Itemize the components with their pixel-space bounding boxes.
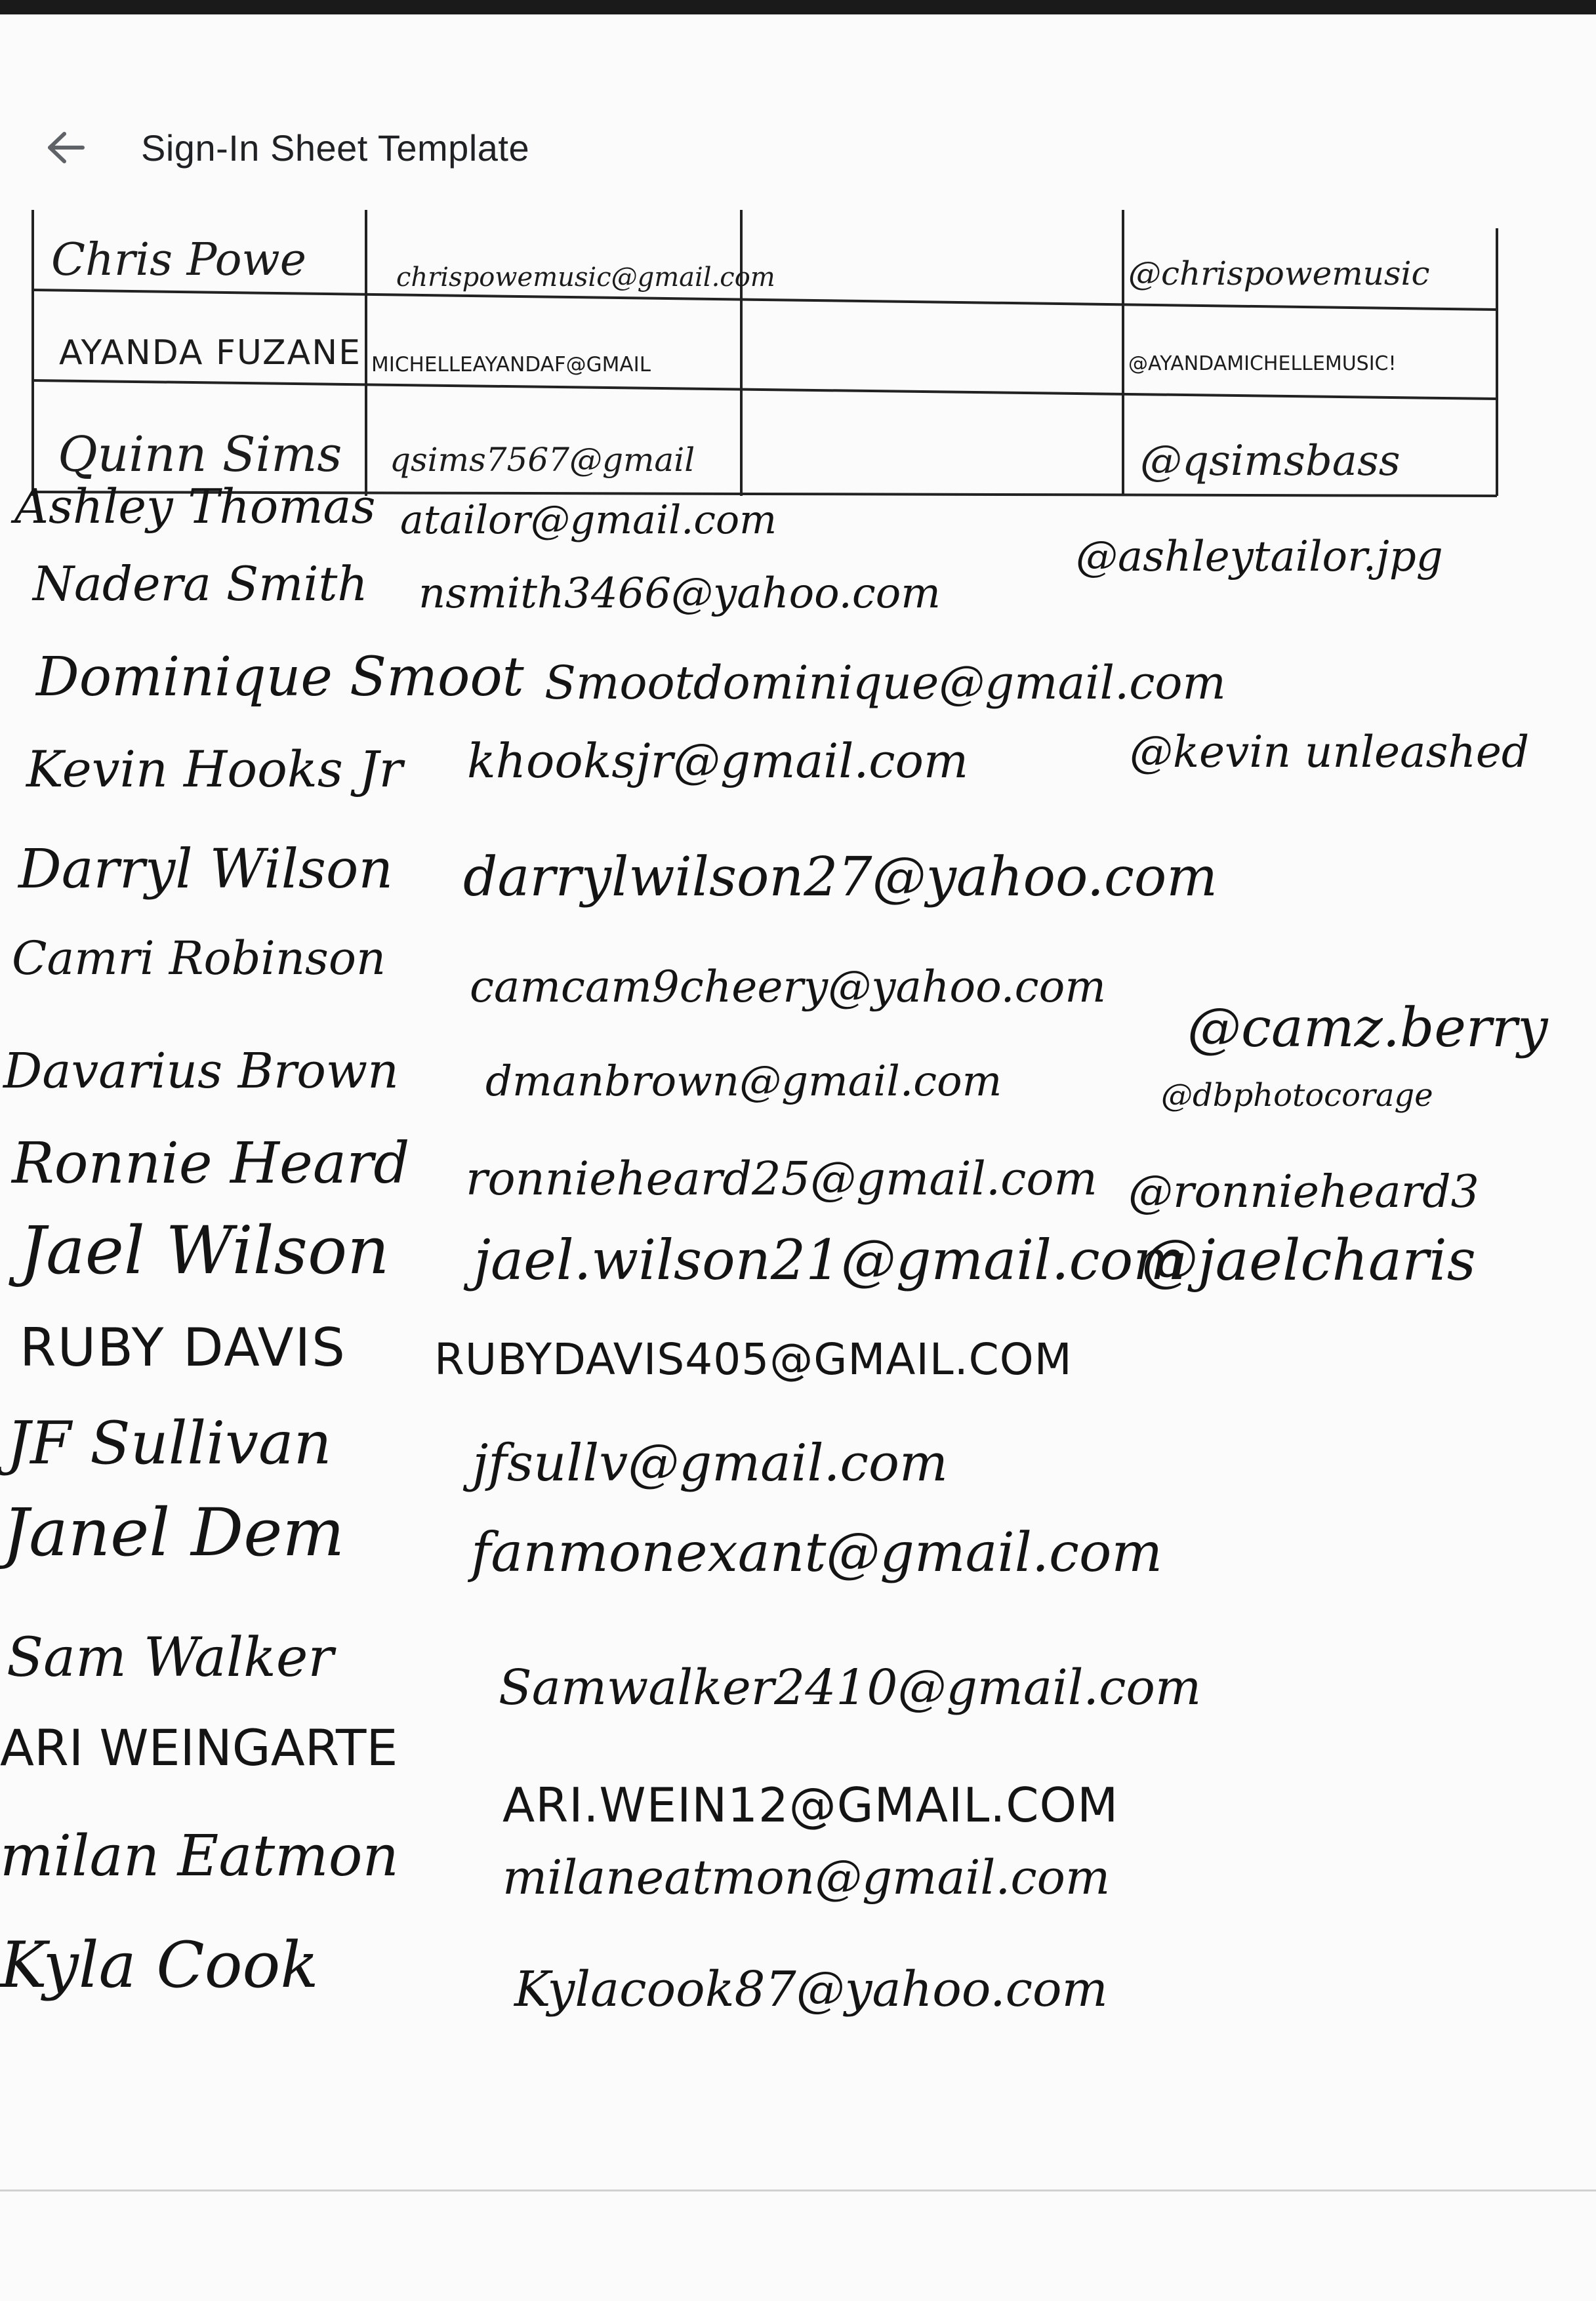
entry-1-social: @ashleytailor.jpg bbox=[1076, 533, 1443, 581]
entry-14-name: ARI WEINGARTE bbox=[0, 1719, 398, 1777]
table-row-3-name: Quinn Sims bbox=[58, 426, 342, 483]
entry-1-name: Ashley Thomas bbox=[14, 479, 376, 534]
entry-10-name: RUBY DAVIS bbox=[20, 1317, 346, 1378]
table-row-3-social: @qsimsbass bbox=[1140, 437, 1401, 485]
entry-2-email: nsmith3466@yahoo.com bbox=[419, 569, 941, 618]
entry-4-social: @kevin unleashed bbox=[1130, 727, 1530, 777]
entry-16-name: Kyla Cook bbox=[0, 1928, 319, 2002]
table-row-2-name: AYANDA FUZANE bbox=[59, 333, 361, 373]
entry-1-email: atailor@gmail.com bbox=[400, 497, 777, 543]
entry-6-social: @camz.berry bbox=[1187, 997, 1548, 1059]
table-row-2-social: @AYANDAMICHELLEMUSIC! bbox=[1128, 352, 1397, 375]
table-row-2-email: MICHELLEAYANDAF@GMAIL bbox=[371, 353, 651, 377]
entry-6-email: camcam9cheery@yahoo.com bbox=[470, 962, 1106, 1012]
document-header bbox=[46, 118, 529, 177]
entry-5-email: darrylwilson27@yahoo.com bbox=[463, 846, 1218, 908]
page-bottom-edge bbox=[0, 2189, 1596, 2191]
entry-15-name: milan Eatmon bbox=[0, 1823, 399, 1889]
entry-3-email: Smootdominique@gmail.com bbox=[544, 656, 1226, 710]
entry-4-email: khooksjr@gmail.com bbox=[467, 733, 969, 788]
entry-6-name: Camri Robinson bbox=[12, 931, 386, 985]
entry-8-email: ronnieheard25@gmail.com bbox=[466, 1152, 1097, 1206]
entry-4-name: Kevin Hooks Jr bbox=[26, 740, 403, 798]
entry-2-name: Nadera Smith bbox=[33, 556, 368, 611]
page-title: Sign-In Sheet Template bbox=[141, 127, 530, 169]
entry-13-email: Samwalker2410@gmail.com bbox=[499, 1660, 1202, 1716]
entry-15-email: milaneatmon@gmail.com bbox=[502, 1850, 1111, 1905]
entry-7-name: Davarius Brown bbox=[3, 1043, 399, 1099]
entry-14-email: ARI.WEIN12@GMAIL.COM bbox=[502, 1778, 1119, 1833]
entry-8-social: @ronnieheard3 bbox=[1128, 1166, 1479, 1218]
sign-in-table bbox=[31, 209, 1498, 497]
entry-11-name: JF Sullivan bbox=[7, 1409, 332, 1478]
entry-10-email: RUBYDAVIS405@GMAIL.COM bbox=[434, 1334, 1073, 1385]
entry-7-email: dmanbrown@gmail.com bbox=[485, 1057, 1002, 1106]
entry-13-name: Sam Walker bbox=[7, 1627, 334, 1689]
scan-edge-top bbox=[0, 0, 1596, 14]
entry-16-email: Kylacook87@yahoo.com bbox=[514, 1961, 1108, 2018]
entry-5-name: Darryl Wilson bbox=[18, 838, 394, 901]
entry-7-social: @dbphotocorage bbox=[1161, 1077, 1433, 1114]
entry-12-name: Janel Dem bbox=[3, 1494, 345, 1571]
entry-11-email: jfsullv@gmail.com bbox=[472, 1434, 948, 1493]
entry-9-name: Jael Wilson bbox=[20, 1212, 390, 1289]
entry-3-name: Dominique Smoot bbox=[36, 646, 524, 708]
table-row-1-email: chrispowemusic@gmail.com bbox=[396, 262, 775, 293]
entry-8-name: Ronnie Heard bbox=[12, 1131, 410, 1196]
table-row-3-email: qsims7567@gmail bbox=[390, 441, 695, 479]
arrow-left-icon[interactable] bbox=[46, 118, 105, 177]
table-row-1-name: Chris Powe bbox=[51, 234, 306, 286]
entry-9-social: @jaelcharis bbox=[1141, 1228, 1476, 1293]
table-row-1-social: @chrispowemusic bbox=[1128, 255, 1430, 293]
entry-9-email: jael.wilson21@gmail.com bbox=[474, 1228, 1185, 1292]
entry-12-email: fanmonexant@gmail.com bbox=[471, 1522, 1163, 1584]
